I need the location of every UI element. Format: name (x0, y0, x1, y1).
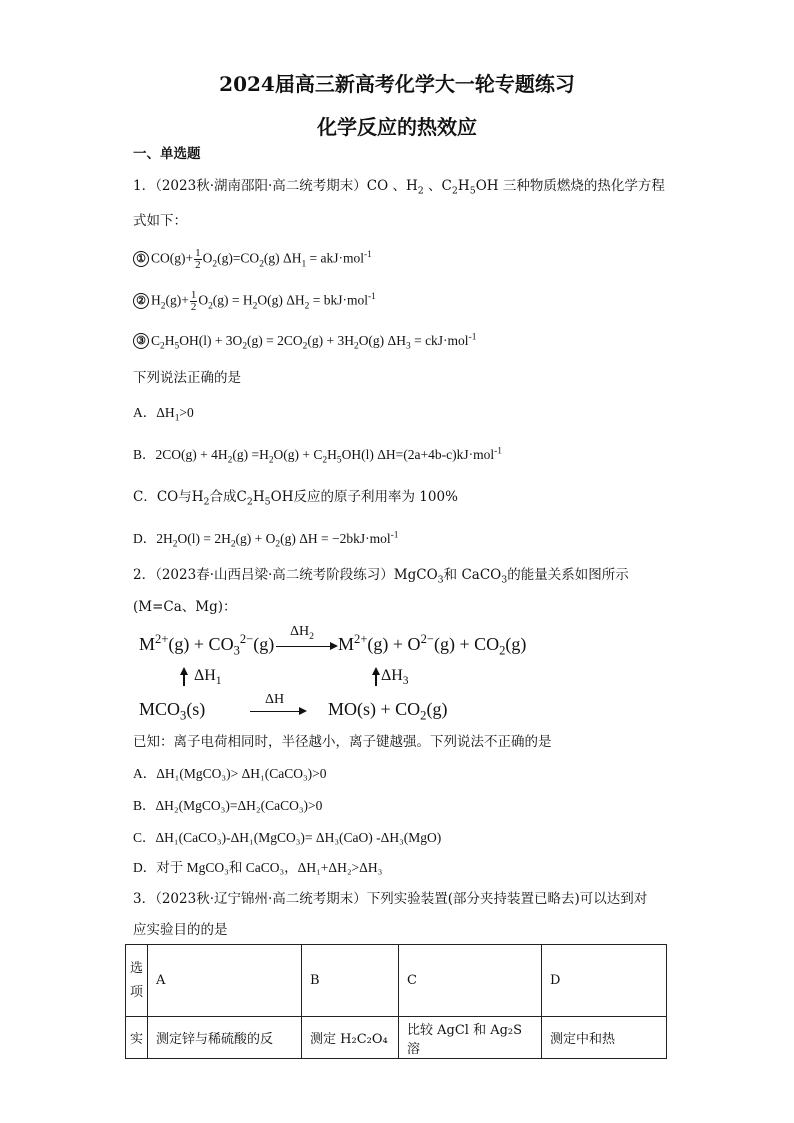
table-cell: 测定中和热 (542, 1017, 667, 1059)
table-cell: C (399, 945, 542, 1017)
table-cell: 实 (126, 1017, 148, 1059)
diagram-bottom-left: $MCO_3(s)$ (139, 699, 206, 723)
q3-options-table (125, 944, 667, 1059)
table-cell: 测定锌与稀硫酸的反 (148, 1017, 302, 1059)
q1-equation-3: ③ $C_2H_5OH(l) + 3O_2(g) = 2CO_2(g) + 3H_2O(g) \Delta H_3 = ckJ\cdot mol^{-1}$ (133, 331, 476, 351)
document-subtitle: 化学反应的热效应 (317, 115, 477, 139)
q1-stem-line2: 式如下： (133, 213, 187, 229)
q3-stem-line2: 应实验目的的是 (133, 922, 228, 938)
document-title: 2024届高三新高考化学大一轮专题练习 (219, 72, 575, 96)
q1-option-d[interactable]: D．$2H_2O(l) = 2H_2(g) + O_2(g) \Delta H = -2bkJ\cdot mol^{-1}$ (133, 530, 399, 550)
q3-stem-line1: 3．（2023秋·辽宁锦州·高二统考期末）下列实验装置(部分夹持装置已略去)可以达到对 (133, 891, 648, 907)
q2-stem-line2: (M=Ca、Mg)： (133, 599, 237, 615)
arrow-dh2-head (330, 642, 338, 650)
q1-option-a[interactable]: A．$\Delta H_1>0$ (133, 405, 194, 424)
diagram-top-left: $M^{2+}(g) + CO_3^{2-}(g)$ (139, 632, 275, 658)
q2-option-a[interactable]: A．ΔH₁(MgCO₃)> ΔH₁(CaCO₃)>0 (133, 766, 327, 781)
q1-stem-line1: 1．（2023秋·湖南邵阳·高二统考期末）CO 、$H_2$ 、$C_2H_5OH$ 三种物质燃烧的热化学方程 (133, 178, 665, 197)
table-cell: B (302, 945, 399, 1017)
arrow-dh2 (276, 646, 331, 647)
table-cell: 比较 AgCl 和 Ag₂S 溶 (399, 1017, 542, 1059)
table-cell: A (148, 945, 302, 1017)
table-cell: 测定 H₂C₂O₄ (302, 1017, 399, 1059)
diagram-dh3-label: $\Delta H_3$ (381, 667, 409, 688)
arrow-dh1 (183, 672, 185, 686)
table-row (126, 945, 667, 1017)
section-heading: 一、单选题 (133, 146, 201, 162)
q1-equation-1: ① CO(g)+ $\frac{1}{2}$ $O_2(g)=CO_2(g) \Delta H_1 = akJ\cdot mol^{-1}$ (133, 248, 372, 271)
diagram-top-right: $M^{2+}(g) + O^{2-}(g) + CO_2(g)$ (338, 632, 527, 658)
diagram-dh-label: ΔH (265, 692, 285, 707)
q2-known: 已知：离子电荷相同时，半径越小，离子键越强。下列说法不正确的是 (133, 734, 552, 750)
arrow-dh (250, 711, 300, 712)
q2-option-d[interactable]: D．对于 MgCO₃和 CaCO₃，ΔH₁+ΔH₂>ΔH₃ (133, 860, 383, 875)
q2-option-c[interactable]: C．ΔH₁(CaCO₃)-ΔH₁(MgCO₃)= ΔH₃(CaO) -ΔH₃(MgO) (133, 830, 442, 845)
diagram-dh2-label: $\Delta H_2$ (290, 624, 315, 642)
table-row (126, 1017, 667, 1059)
q1-option-c[interactable]: C．CO与$H_2$合成$C_2H_5OH$反应的原子利用率为 100% (133, 489, 458, 508)
arrow-dh3 (375, 672, 377, 686)
q1-question: 下列说法正确的是 (133, 370, 241, 386)
q2-option-b[interactable]: B．ΔH₂(MgCO₃)=ΔH₂(CaCO₃)>0 (133, 798, 323, 813)
table-cell: 选 项 (126, 945, 148, 1017)
arrow-dh-head (299, 707, 307, 715)
diagram-dh1-label: $\Delta H_1$ (194, 667, 222, 688)
q1-option-b[interactable]: B．$2CO(g) + 4H_2(g) =H_2O(g) + C_2H_5OH(l)$ ΔH=(2a+4b-c)kJ·mol$^{-1}$ (133, 446, 502, 466)
q1-equation-2: ② $H_2(g)+$ $\frac{1}{2}$ $O_2(g) = H_2O(g) \Delta H_2 = bkJ\cdot mol^{-1}$ (133, 290, 376, 313)
diagram-bottom-right: $MO(s) + CO_2(g)$ (328, 699, 448, 723)
q2-stem-line1: 2．（2023春·山西吕梁·高二统考阶段练习）MgCO$_3$和 CaCO$_3$的能量关系如图所示 (133, 567, 629, 586)
table-cell: D (542, 945, 667, 1017)
